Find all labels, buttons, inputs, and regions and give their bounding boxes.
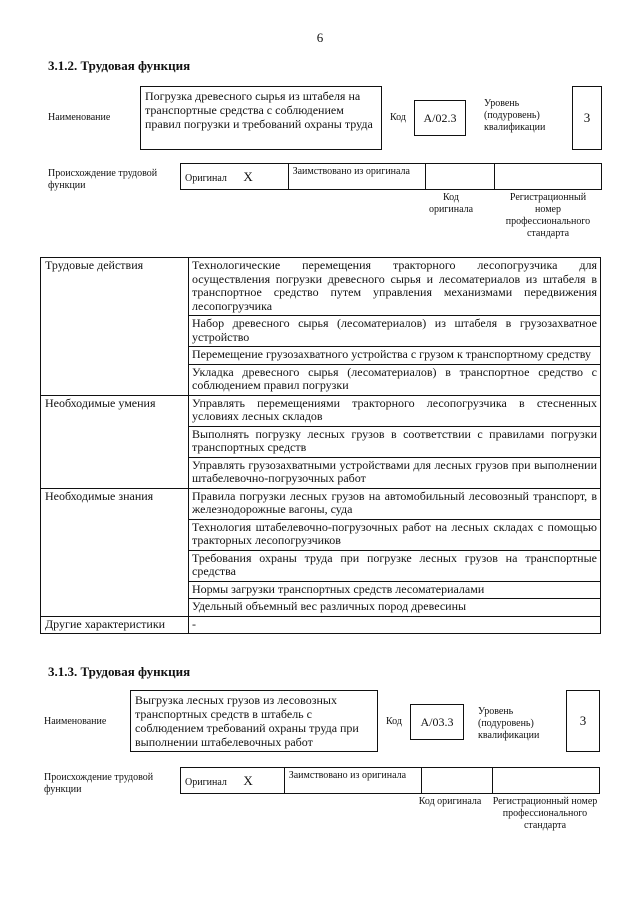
code-value: А/03.3 <box>410 704 464 740</box>
skill-item: Выполнять погрузку лесных грузов в соответствии с правилами погрузки транспортных средств <box>189 426 601 457</box>
knowledge-item: Требования охраны труда при погрузке лесных грузов на транспортные средства <box>189 550 601 581</box>
skills-category: Необходимые умения <box>41 395 189 488</box>
code-label: Код <box>386 716 402 727</box>
original-code-cell <box>421 768 492 794</box>
function-name-box: Погрузка древесного сырья из штабеля на транспортные средства с соблюдением правил погрузки и требований охраны труда <box>140 86 382 150</box>
original-label: Оригинал <box>185 173 227 184</box>
code-label: Код <box>390 112 406 123</box>
origin-label: Происхождение трудовой функции <box>48 168 158 191</box>
labor-requirements-table <box>40 257 601 634</box>
function-name-box: Выгрузка лесных грузов из лесовозных транспортных средств в штабель с соблюдением требований охраны труда при выполнении штабелевочных работ <box>130 690 378 752</box>
action-item: Укладка древесного сырья (лесоматериалов) в транспортное средство с соблюдением правил погрузки <box>189 364 601 395</box>
action-item: Перемещение грузозахватного устройства с грузом к транспортному средству <box>189 347 601 365</box>
name-label: Наименование <box>44 716 107 727</box>
caption-registration-number: Регистрационный номер профессионального стандарта <box>505 192 591 239</box>
registration-number-cell <box>495 164 602 190</box>
page-number: 6 <box>316 30 324 45</box>
skill-item: Управлять грузозахватными устройствами для лесных грузов при выполнении штабелевочно-погрузочных работ <box>189 457 601 488</box>
table-row <box>41 258 601 316</box>
original-label: Оригинал <box>185 777 227 788</box>
original-mark: X <box>243 773 253 788</box>
action-item: Технологические перемещения тракторного лесопогрузчика для осуществления погрузки древесного сырья и лесоматериалов из штабеля в транспортное средство путем управления механизмами передвижения лесопогрузчика <box>189 258 601 316</box>
borrowed-cell: Заимствовано из оригинала <box>284 768 421 794</box>
table-row <box>41 488 601 519</box>
level-label: Уровень (подуровень) квалификации <box>478 706 540 741</box>
origin-table <box>180 163 602 190</box>
original-mark: X <box>243 169 253 184</box>
borrowed-cell: Заимствовано из оригинала <box>288 164 425 190</box>
origin-table <box>180 767 600 794</box>
knowledge-item: Нормы загрузки транспортных средств лесоматериалами <box>189 581 601 599</box>
skill-item: Управлять перемещениями тракторного лесопогрузчика в стесненных условиях лесных складов <box>189 395 601 426</box>
section-title: 3.1.2. Трудовая функция <box>48 58 191 73</box>
original-cell <box>181 768 285 794</box>
caption-original-code: Код оригинала <box>418 796 482 807</box>
other-value: - <box>189 616 601 634</box>
knowledge-item: Правила погрузки лесных грузов на автомобильный лесовозный транспорт, в железнодорожные вагоны, суда <box>189 488 601 519</box>
action-item: Набор древесного сырья (лесоматериалов) из штабеля в грузозахватное устройство <box>189 316 601 347</box>
knowledge-item: Удельный объемный вес различных пород древесины <box>189 599 601 617</box>
knowledge-item: Технология штабелевочно-погрузочных работ на лесных складах с помощью тракторных лесопогрузчиков <box>189 519 601 550</box>
caption-registration-number: Регистрационный номер профессионального стандарта <box>492 796 598 831</box>
code-value: А/02.3 <box>414 100 466 136</box>
level-value: 3 <box>566 690 600 752</box>
original-cell <box>181 164 289 190</box>
knowledge-category: Необходимые знания <box>41 488 189 616</box>
actions-category: Трудовые действия <box>41 258 189 396</box>
registration-number-cell <box>493 768 600 794</box>
origin-label: Происхождение трудовой функции <box>44 772 154 795</box>
original-code-cell <box>425 164 495 190</box>
level-label: Уровень (подуровень) квалификации <box>484 98 546 133</box>
table-row <box>41 395 601 426</box>
name-label: Наименование <box>48 112 111 123</box>
caption-original-code: Код оригинала <box>428 192 474 215</box>
section-title: 3.1.3. Трудовая функция <box>48 664 191 679</box>
table-row <box>41 616 601 634</box>
other-category: Другие характеристики <box>41 616 189 634</box>
level-value: 3 <box>572 86 602 150</box>
